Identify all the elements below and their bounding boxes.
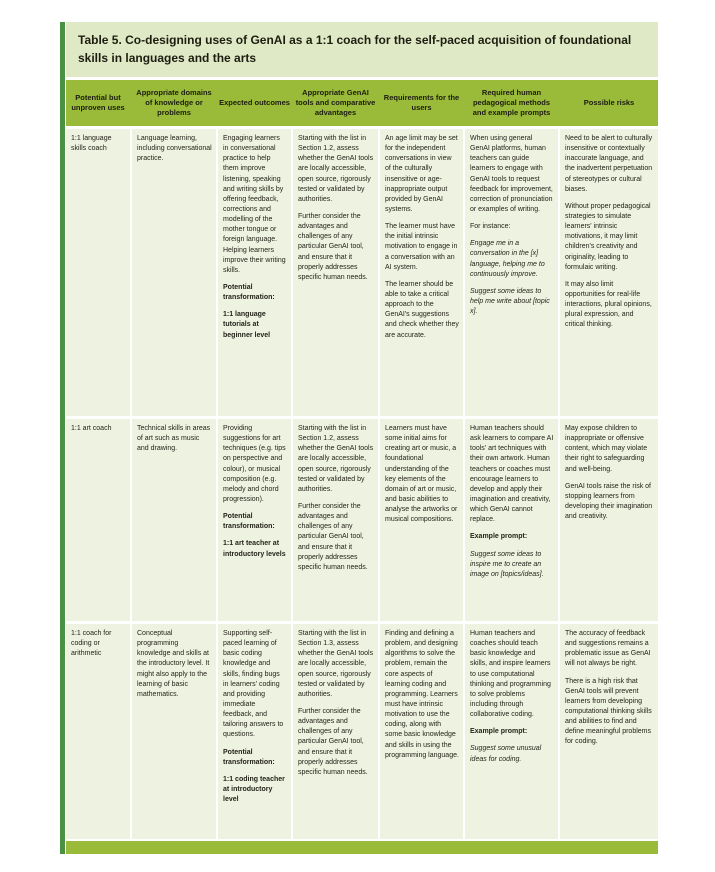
- table-title: Table 5. Co-designing uses of GenAI as a 1:1 coach for the self-paced acquisition of foundational skills in languages and the arts: [66, 22, 658, 77]
- table-cell: [132, 419, 216, 621]
- cell-paragraph: Starting with the list in Section 1.2, assess whether the GenAI tools are locally accessible, open source, rigorously tested or validated by authorities.: [298, 425, 374, 493]
- table-row: [66, 129, 658, 416]
- table-cell: [380, 129, 463, 416]
- cell-paragraph: 1:1 coach for coding or arithmetic: [71, 630, 112, 658]
- cell-paragraph: The accuracy of feedback and suggestions remains a problematic issue as GenAI will not always be right.: [565, 630, 651, 668]
- cell-paragraph: An age limit may be set for the independent conversations in view of the culturally insensitive or age-inappropriate output provided by GenAI systems.: [385, 135, 458, 213]
- table-cell: [218, 419, 291, 621]
- table-cell: [218, 129, 291, 416]
- cell-paragraph: For instance:: [470, 223, 511, 231]
- cell-paragraph: It may also limit opportunities for real-life interactions, plural opinions, plural expression, and critical thinking.: [565, 280, 652, 329]
- cell-paragraph: Example prompt:: [470, 728, 528, 736]
- table-row: [66, 624, 658, 839]
- table-cell: [132, 129, 216, 416]
- cell-paragraph: Technical skills in areas of art such as music and drawing.: [137, 425, 211, 453]
- table-footer-bar: [66, 841, 658, 854]
- cell-paragraph: When using general GenAI platforms, human teachers can guide learners to engage with GenAI tools to request feedback for improvement, correction of pronunciation or examples of writing.: [470, 135, 553, 213]
- cell-paragraph: Language learning, including conversational practice.: [137, 135, 212, 163]
- table-container: [60, 22, 658, 854]
- cell-paragraph: Learners must have some initial aims for creating art or music, a foundational understanding of the key elements of the domain of art or music, and basic abilities to analyse the artworks or musical compositions.: [385, 425, 458, 524]
- table-cell: [560, 129, 658, 416]
- cell-paragraph: Conceptual programming knowledge and skills at the introductory level. It might also apply to the learning of basic mathematics.: [137, 630, 210, 698]
- table-accent-bar: [60, 22, 65, 854]
- column-header-user-requirements: Requirements for the users: [383, 92, 460, 112]
- example-prompt-text: Engage me in a conversation in the [x] language, helping me to continuously improve.: [470, 240, 545, 278]
- cell-paragraph: Human teachers and coaches should teach basic knowledge and skills, and inspire learners to use computational thinking and programming to solve problems including through collaborative coding.: [470, 630, 551, 719]
- cell-paragraph: 1:1 coding teacher at introductory level: [223, 775, 285, 804]
- cell-paragraph: Need to be alert to culturally insensitive or contextually inaccurate language, and the inadvertent perpetuation of stereotypes or cultural biases.: [565, 135, 653, 193]
- cell-paragraph: 1:1 language tutorials at beginner level: [223, 311, 271, 339]
- table-cell: [380, 624, 463, 839]
- column-header-possible-risks: Possible risks: [583, 97, 635, 107]
- column-header-domains: Appropriate domains of knowledge or problems: [136, 87, 212, 118]
- cell-paragraph: Human teachers should ask learners to compare AI tools' art techniques with their own artwork. Human teachers or coaches must encourage learners to develop and apply their imagination and creativity, which GenAI cannot replace.: [470, 425, 554, 524]
- cell-paragraph: The learner must have the initial intrinsic motivation to engage in a conversation with an AI system.: [385, 223, 458, 271]
- cell-paragraph: GenAI tools raise the risk of stopping learners from developing their imagination and creativity.: [565, 482, 653, 521]
- cell-paragraph: The learner should be able to take a critical approach to the GenAI's suggestions and check whether they are accurate.: [385, 280, 459, 339]
- table-cell: [293, 624, 378, 839]
- table-cell: [132, 624, 216, 839]
- table-content: [66, 22, 658, 854]
- cell-paragraph: Without proper pedagogical strategies to simulate learners' intrinsic motivations, it may limit children's creativity and originality, leading to formulaic writing.: [565, 202, 651, 271]
- example-prompt-text: Suggest some ideas to help me write about [topic x].: [470, 287, 550, 316]
- table-cell: [465, 129, 558, 416]
- cell-paragraph: Potential transformation:: [223, 283, 275, 302]
- table-row: [66, 419, 658, 621]
- table-cell: [380, 419, 463, 621]
- cell-paragraph: May expose children to inappropriate or offensive content, which may violate their right to safeguarding and well-being.: [565, 425, 648, 473]
- cell-paragraph: 1:1 art coach: [71, 425, 112, 432]
- column-header-potential-uses: Potential but unproven uses: [71, 92, 125, 112]
- cell-paragraph: Providing suggestions for art techniques (e.g. tips on perspective and colour), or musical composition (e.g. melody and chord progression).: [223, 425, 286, 503]
- column-header-pedagogical-methods: Required human pedagogical methods and example prompts: [472, 87, 551, 118]
- cell-paragraph: There is a high risk that GenAI tools will prevent learners from developing computational thinking skills and abilities to find and define meaningful problems for coding.: [565, 677, 652, 746]
- table-cell: [218, 624, 291, 839]
- cell-paragraph: Further consider the advantages and challenges of any particular GenAI tool, and ensure that it properly addresses specific human needs.: [298, 212, 368, 281]
- table-cell: [560, 419, 658, 621]
- table-cell: [465, 624, 558, 839]
- cell-paragraph: Further consider the advantages and challenges of any particular GenAI tool, and ensure that it properly addresses specific human needs.: [298, 502, 368, 571]
- example-prompt-text: Suggest some ideas to inspire me to create an image on [topics/ideas].: [470, 550, 544, 578]
- cell-paragraph: Further consider the advantages and challenges of any particular GenAI tool, and ensure that it properly addresses specific human needs.: [298, 707, 368, 776]
- cell-paragraph: Engaging learners in conversational practice to help them improve listening, speaking and writing skills by offering feedback, corrections and modelling of the mother tongue or foreign language. Helping learners improve their writing skills.: [223, 135, 286, 274]
- table-cell: [465, 419, 558, 621]
- table-cell: [66, 419, 130, 621]
- table-header-row: [66, 80, 658, 126]
- cell-paragraph: 1:1 language skills coach: [71, 135, 112, 153]
- cell-paragraph: Finding and defining a problem, and designing algorithms to solve the problem, remain the core aspects of learning coding and programming. Learners must have intrinsic motivation to use the coding, along with some basic knowledge and skills in using the programming language.: [385, 630, 459, 759]
- table-cell: [66, 129, 130, 416]
- table-cell: [560, 624, 658, 839]
- cell-paragraph: 1:1 art teacher at introductory levels: [223, 540, 286, 558]
- column-header-genai-tools: Appropriate GenAI tools and comparative advantages: [295, 87, 376, 118]
- cell-paragraph: Potential transformation:: [223, 748, 275, 766]
- table-cell: [293, 419, 378, 621]
- table-body: [66, 129, 658, 839]
- cell-paragraph: Starting with the list in Section 1.3, assess whether the GenAI tools are locally accessible, open source, rigorously tested or validated by authorities.: [298, 630, 374, 698]
- table-cell: [66, 624, 130, 839]
- cell-paragraph: Example prompt:: [470, 533, 528, 541]
- cell-paragraph: Supporting self-paced learning of basic coding knowledge and skills, finding bugs in learners' coding and providing immediate feedback, and tailoring answers to questions.: [223, 630, 284, 739]
- example-prompt-text: Suggest some unusual ideas for coding.: [470, 745, 542, 763]
- column-header-expected-outcomes: Expected outcomes: [219, 97, 290, 107]
- cell-paragraph: Starting with the list in Section 1.2, assess whether the GenAI tools are locally accessible, open source, rigorously tested or validated by authorities.: [298, 135, 374, 203]
- cell-paragraph: Potential transformation:: [223, 513, 275, 531]
- table-cell: [293, 129, 378, 416]
